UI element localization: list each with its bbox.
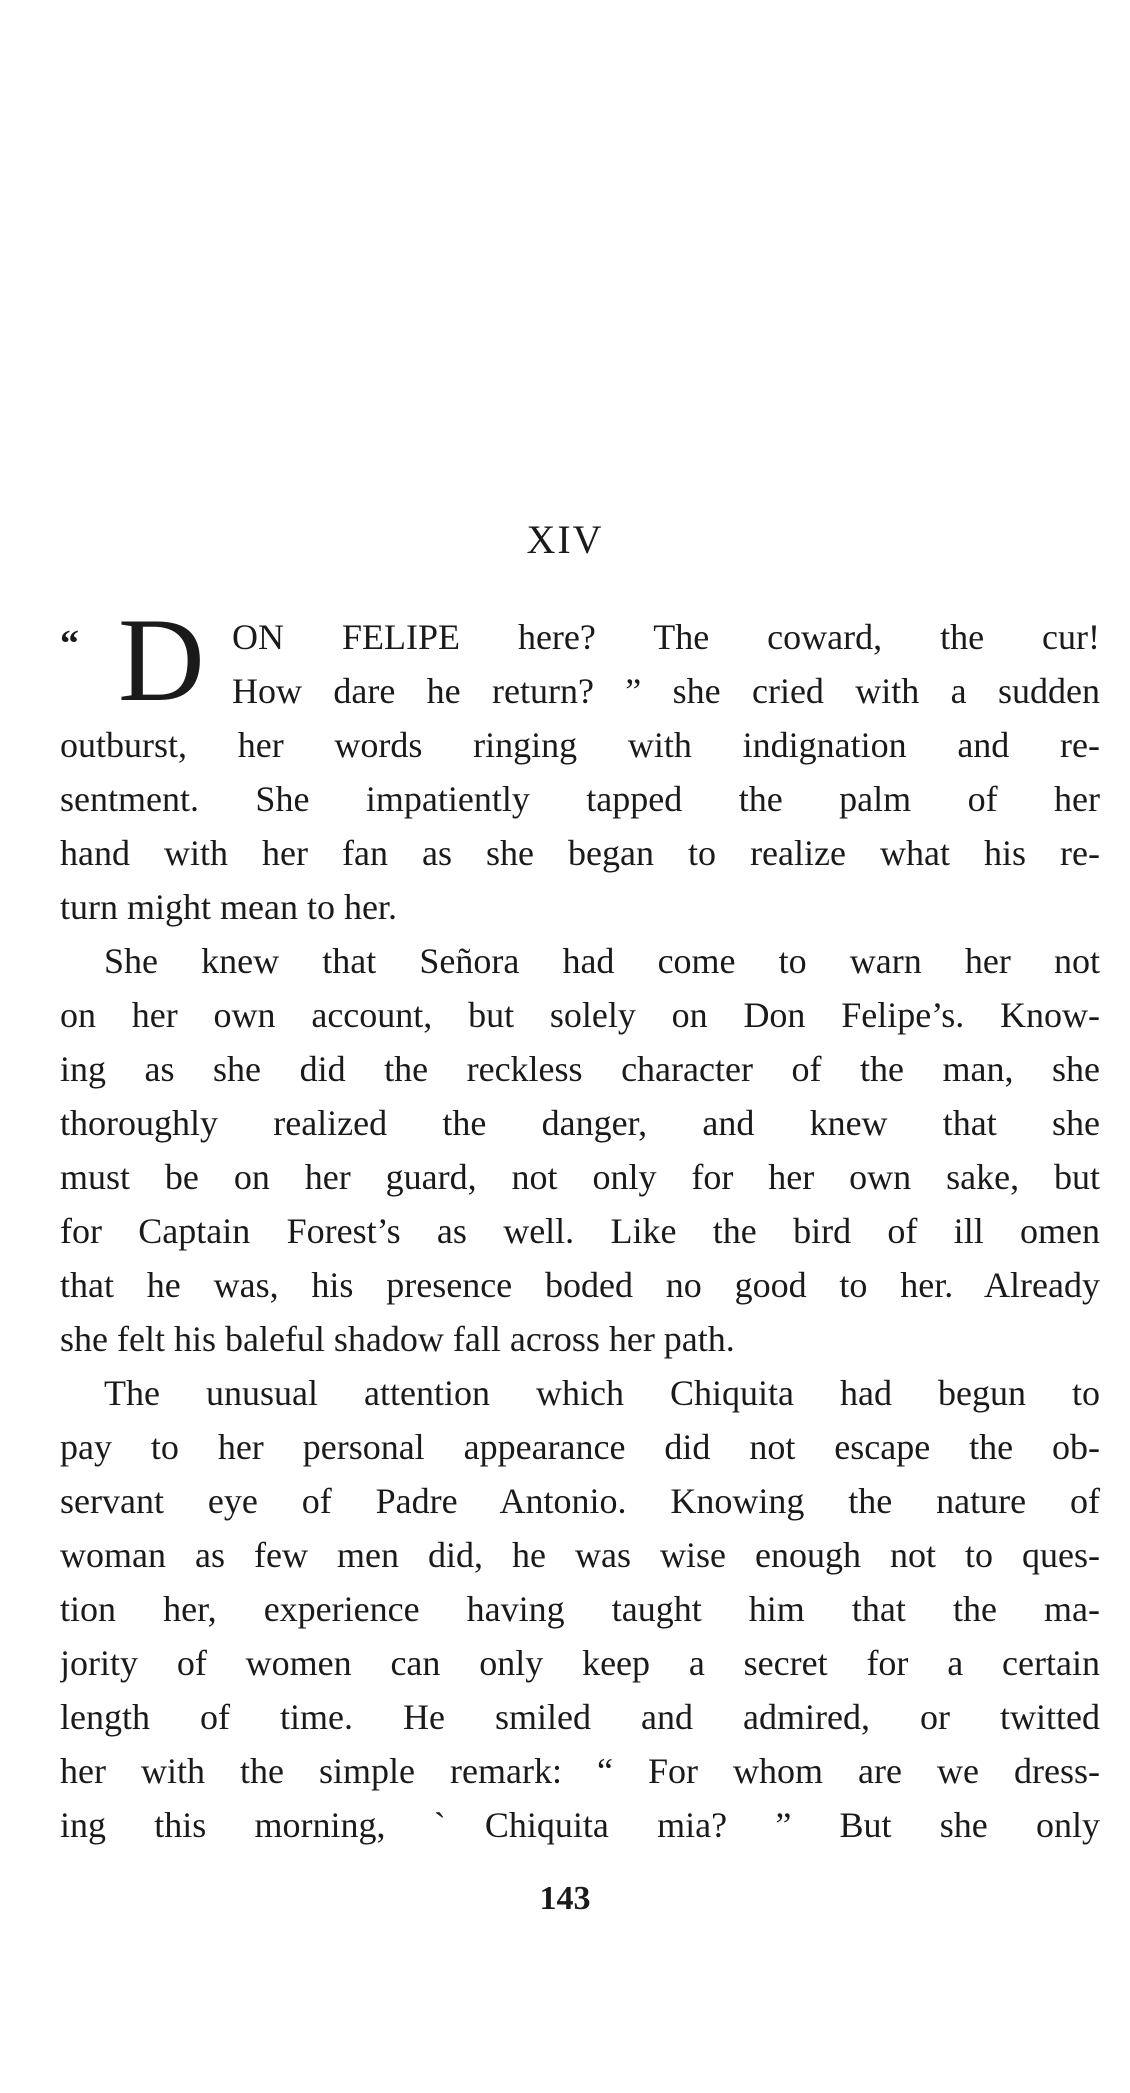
text-line: jority of women can only keep a secret for a certain xyxy=(60,1643,1100,1683)
text-line: The unusual attention which Chiquita had begun to xyxy=(104,1373,1100,1413)
paragraph xyxy=(60,934,1100,1366)
chapter-heading: XIV xyxy=(526,517,604,562)
paragraph xyxy=(60,1366,1100,1852)
text-line: ing as she did the reckless character of the man, she xyxy=(60,1049,1100,1089)
text-line: She knew that Señora had come to warn her not xyxy=(104,941,1100,981)
text-line: on her own account, but solely on Don Felipe’s. Know- xyxy=(60,995,1100,1035)
text-line: turn might mean to her. xyxy=(60,887,397,927)
opening-quote-mark: “ xyxy=(60,623,79,665)
text-line: hand with her fan as she began to realize what his re- xyxy=(60,833,1100,873)
text-line: How dare he return? ” she cried with a sudden xyxy=(232,671,1100,711)
opening-paragraph xyxy=(60,593,1100,726)
text-line: length of time. He smiled and admired, or twitted xyxy=(60,1697,1100,1737)
text-line: that he was, his presence boded no good to her. Already xyxy=(60,1265,1100,1305)
text-line: ON FELIPE here? The coward, the cur! xyxy=(232,617,1100,657)
text-line: woman as few men did, he was wise enough not to ques- xyxy=(60,1535,1100,1575)
text-line: tion her, experience having taught him that the ma- xyxy=(60,1589,1100,1629)
body-text xyxy=(60,593,1100,1852)
text-line: pay to her personal appearance did not escape the ob- xyxy=(60,1427,1100,1467)
drop-cap-letter: D xyxy=(118,593,205,726)
text-line: servant eye of Padre Antonio. Knowing the nature of xyxy=(60,1481,1100,1521)
paragraph xyxy=(60,718,1100,934)
text-line: she felt his baleful shadow fall across her path. xyxy=(60,1319,735,1359)
page-number: 143 xyxy=(539,1880,591,1917)
drop-cap xyxy=(60,593,232,726)
text-line: thoroughly realized the danger, and knew that she xyxy=(60,1103,1100,1143)
text-line: for Captain Forest’s as well. Like the bird of ill omen xyxy=(60,1211,1100,1251)
text-line: sentment. She impatiently tapped the palm of her xyxy=(60,779,1100,819)
text-line: ing this morning, ˋChiquita mia? ” But she only xyxy=(60,1805,1100,1845)
text-line: her with the simple remark: “ For whom are we dress- xyxy=(60,1751,1100,1791)
text-line: must be on her guard, not only for her own sake, but xyxy=(60,1157,1100,1197)
text-line: outburst, her words ringing with indignation and re- xyxy=(60,725,1100,765)
